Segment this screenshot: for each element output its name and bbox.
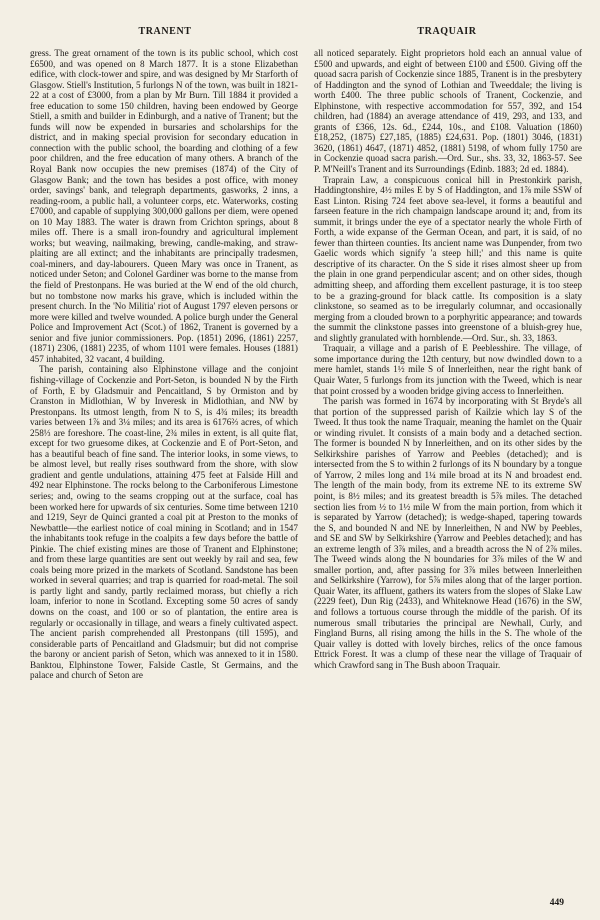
running-headers — [30, 26, 582, 42]
running-head-left: TRANENT — [138, 26, 192, 37]
paragraph-traprain-law: Traprain Law, a conspicuous conical hill in Prestonkirk parish, Haddingtonshire, 4½ miles E by S of Haddington, and 1⅞ mile SSW of East Linton. Rising 724 feet above sea-level, it forms a beautiful and farseen feature in the rich champaign landscape around it; and, from its summit, it brings under the eye of a spectator nearly the whole Firth of Forth, a wide expanse of the German Ocean, and part, it is said, of no fewer than thirteen counties. Its ancient name was Dunpender, from two Gaelic words which signify 'a steep hill;' and this name is quite descriptive of its character. On the S side it rises almost sheer up from the plain in one grand perpendicular ascent; and on other sides, though admitting sheep, and affording them excellent pasturage, it is too steep to be a grazing-ground for black cattle. Its composition is a slaty clinkstone, so seamed as to be irregularly columnar, and occasionally merging from a clouded brown to a porphyritic appearance; and towards the summit the clinkstone passes into greenstone of a bluish-grey hue, and slightly granulated with hornblende.—Ord. Sur., sh. 33, 1863. — [314, 174, 582, 343]
right-column — [314, 48, 582, 898]
running-head-right: TRAQUAIR — [417, 26, 477, 37]
paragraph-traquair-village: Traquair, a village and a parish of E Peeblesshire. The village, of some importance during the 12th century, but now dwindled down to a mere hamlet, stands 1½ mile S of Innerleithen, near the right bank of Quair Water, 5 furlongs from its junction with the Tweed, which is near that point crossed by a wooden bridge giving access to Innerleithen. — [314, 343, 582, 396]
paragraph-tranent-parish-continued: all noticed separately. Eight proprietors hold each an annual value of £500 and upwards, and eight of between £100 and £500. Giving off the quoad sacra parish of Cockenzie since 1885, Tranent is in the presbytery of Haddington and the synod of Lothian and Tweeddale; the living is worth £400. The three public schools of Tranent, Cockenzie, and Elphinstone, with respective accommodation for 557, 392, and 154 children, had (1884) an average attendance of 419, 293, and 133, and grants of £366, 12s. 6d., £244, 10s., and £108. Valuation (1860) £18,252, (1875) £27,185, (1885) £24,631. Pop. (1801) 3046, (1831) 3620, (1861) 4647, (1871) 4852, (1881) 5198, of whom fully 1750 are in Cockenzie quoad sacra parish.—Ord. Sur., shs. 33, 32, 1863-57. See P. M'Neill's Tranent and its Surroundings (Edinb. 1883; 2d ed. 1884). — [314, 48, 582, 175]
left-column — [30, 48, 298, 898]
paragraph-tranent-town: gress. The great ornament of the town is its public school, which cost £6500, and was opened on 8 March 1877. It is a stone Elizabethan edifice, with clock-tower and spire, and was designed by Mr Starforth of Glasgow. Stiell's Institution, 5 furlongs N of the town, was built in 1821-22 at a cost of £3000, from a plan by Mr Burn. Till 1884 it provided a free education to some 150 children, having been endowed by George Stiell, a smith and builder in Edinburgh, and a native of Tranent; but the funds will now be expended in bursaries and scholarships for the district, and in making special provision for secondary education in connection with the public school, the boarding and clothing of a few poor children, and the free education of many others. A branch of the Royal Bank now occupies the new premises (1874) of the City of Glasgow Bank; and the town has besides a post office, with money order, savings' bank, and telegraph departments, gasworks, 2 inns, a reading-room, a public hall, a volunteer corps, etc. Waterworks, costing £7000, and capable of supplying 300,000 gallons per diem, were opened on 10 May 1883. The water is drawn from Crichton springs, about 8 miles off. There is a small iron-foundry and agricultural implement works; but weaving, nailmaking, brewing, candle-making, and straw-plaiting are all extinct; and the inhabitants are principally tradesmen, coal-miners, and day-labourers. Queen Mary was once in Tranent, as noticed under Seton; and Colonel Gardiner was borne to the manse from the field of Prestonpans. He was buried at the W end of the old church, but no tombstone now marks his grave, which is included within the present church. In the 'No Militia' riot of August 1797 eleven persons or more were killed and twelve wounded. A police burgh under the General Police and Improvement Act (Scot.) of 1862, Tranent is governed by a senior and five junior commissioners. Pop. (1851) 2096, (1861) 2257, (1871) 2306, (1881) 2235, of whom 1101 were females. Houses (1881) 457 inhabited, 32 vacant, 4 building. — [30, 48, 298, 364]
paragraph-traquair-parish: The parish was formed in 1674 by incorporating with St Bryde's all that portion of the suppressed parish of Kailzie which lay S of the Tweed. It thus took the name Traquair, meaning the hamlet on the Quair or winding rivulet. It consists of a main body and a detached section. The former is bounded N by Innerleithen, and on its other sides by the Selkirkshire parishes of Yarrow and Peebles (detached); and is intersected from the S to within 2 furlongs of its N boundary by a tongue of Yarrow, 2 miles long and 1¼ mile broad at its N and broadest end. The length of the main body, from its extreme NE to its extreme SW point, is 8½ miles; and its greatest breadth is 5⅞ miles. The detached section lies from ½ to 1½ mile W from the main portion, from which it is separated by Yarrow (detached); is wedge-shaped, tapering towards the S, and bounded N and NE by Innerleithen, N and NW by Peebles, and SE and SW by Selkirkshire (Yarrow and Peebles detached); and has an extreme length of 3⅞ miles, and a breadth across the N of 2⅞ miles. The Tweed winds along the N boundaries for 3⅞ miles of the W and smaller portion, and, after passing for 3⅞ miles between Innerleithen and Selkirkshire (Yarrow), for 5⅞ miles along that of the larger portion. Quair Water, its affluent, gathers its waters from the slopes of Slake Law (2229 feet), Dun Rig (2433), and Whiteknowe Head (1676) in the SW, and follows a tortuous course through the middle of the parish. Of its numerous small tributaries the principal are Newhall, Curly, and Fingland Burns, all rising among the hills in the S. The whole of the Quair valley is dotted with lovely birches, relics of the once famous Ettrick Forest. It was a clump of these near the village of Traquair of which Crawford sang in The Bush aboon Traquair. — [314, 396, 582, 670]
paragraph-tranent-parish: The parish, containing also Elphinstone village and the conjoint fishing-village of Cockenzie and Port-Seton, is bounded N by the Firth of Forth, E by Gladsmuir and Pencaitland, S by Ormiston and by Cranston in Midlothian, W by Inveresk in Midlothian, and NW by Prestonpans. Its utmost length, from N to S, is 4¾ miles; its breadth varies between 1⅞ and 3¼ miles; and its area is 6176⅔ acres, of which 258⅓ are foreshore. The coast-line, 2¾ miles in extent, is all quite flat, except for two gruesome dikes, at Cockenzie and E of Port-Seton, and has a beautiful beach of fine sand. The interior looks, in some views, to be almost level, but really rises southward from the shore, with slow gradient and gentle undulations, attaining 475 feet at Falside Hill and 492 near Elphinstone. The rocks belong to the Carboniferous Limestone series; and, owing to the seams cropping out at the surface, coal has been worked here for upwards of six centuries. Some time between 1210 and 1219, Seyr de Quinci granted a coal pit at Preston to the monks of Newbattle—the earliest notice of coal mining in Scotland; and in 1547 the inhabitants took refuge in the coalpits a few days before the battle of Pinkie. The chief existing mines are those of Tranent and Elphinstone; and from these large quantities are sent out weekly by rail and sea, few coals being more prized in the markets of Scotland. Sandstone has been worked in several quarries; and trap is quarried for road-metal. The soil is partly light and sandy, partly reclaimed morass, but chiefly a rich loam, inferior to none in Scotland. Excepting some 50 acres of sandy downs on the coast, and 100 or so of plantation, the entire area is regularly or occasionally in tillage, and wears a finely cultivated aspect. The ancient parish comprehended all Prestonpans (till 1595), and considerable parts of Pencaitland and Gladsmuir; but did not comprise the barony or ancient parish of Seton, which was annexed to it in 1580. Banktou, Elphinstone Tower, Falside Castle, St Germains, and the palace and church of Seton are — [30, 364, 298, 681]
text-columns — [30, 48, 582, 898]
page-number: 449 — [549, 898, 564, 908]
